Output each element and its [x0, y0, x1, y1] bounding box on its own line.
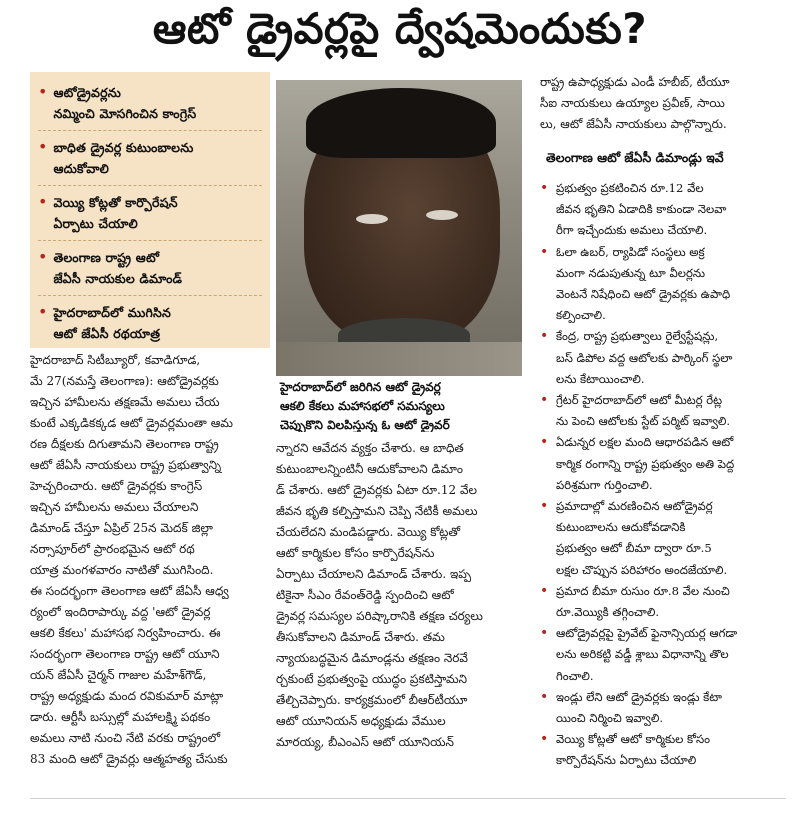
paragraph-line: కుటుంబాలన్నింటినీ ఆదుకోవాలని డిమాం [276, 462, 463, 476]
highlight-line: నమ్మించి మోసగించిన కాంగ్రెస్ [53, 106, 197, 121]
demand-line: కేంద్ర, రాష్ట్ర ప్రభుత్వాలు రైల్వేస్టేషన్లు, [556, 329, 719, 344]
paragraph-line: నర్సాపూర్‌లో ప్రారంభమైన ఆటో రథ [30, 542, 195, 556]
paragraph-line: డ్రైవర్ల సమస్యల పరిష్కారానికి తక్షణ చర్యలు [276, 609, 483, 623]
bullet-icon: • [38, 137, 48, 156]
bullet-icon: • [38, 192, 48, 211]
article-column-3 [540, 72, 786, 135]
demand-line: ఏడున్నర లక్షల మంది ఆధారపడిన ఆటో [556, 435, 734, 450]
article-column-2 [276, 438, 524, 753]
demands-heading: తెలంగాణ ఆటో జేఏసీ డిమాండ్లు ఇవే [546, 150, 724, 165]
demand-line: ప్రభుత్వం ప్రకటించిన రూ.12 వేల [556, 181, 704, 195]
bullet-icon: • [540, 392, 549, 409]
paragraph-line: ఆటో కార్మికుల కోసం కార్పొరేషన్‌ను [276, 546, 435, 560]
demand-text [556, 390, 730, 432]
hair-shape [306, 88, 496, 158]
demand-line: ను పెంచి ఆటోలకు స్టేట్ పర్మిట్ ఇవ్వాలి. [556, 414, 731, 429]
paragraph-line: ఈ సందర్భంగా తెలంగాణ ఆటో జేఏసీ ఆధ్వ [30, 584, 229, 598]
headline: ఆటో డ్రైవర్లపై ద్వేషమెందుకు? [152, 4, 648, 53]
highlight-item [38, 302, 262, 344]
demand-line: యించి నిర్మించి ఇవ్వాలి. [556, 711, 664, 726]
demand-item [540, 326, 790, 390]
paragraph-line: కుంటే ఎక్కడికక్కడ ఆటో డ్రైవర్లమంతా ఆమ [30, 416, 233, 430]
demand-item [540, 729, 790, 771]
paragraph-line: ఇచ్చిన హామీలను తక్షణమే అమలు చేయ [30, 395, 220, 409]
demand-line: ప్రమాద బీమా రుసుం రూ.8 వేల నుంచి [556, 583, 730, 598]
footer-rule [30, 798, 786, 799]
paragraph-line: ఆకలి కేకలు' మహాసభ నిర్వహించారు. ఈ [30, 626, 221, 640]
demand-line: లను కేటాయించాలి. [556, 371, 645, 386]
left-eye-shape [356, 214, 388, 224]
highlight-text [53, 137, 193, 179]
paragraph-line: చేయలేదని మండిపడ్డారు. వెయ్యి కోట్లతో [276, 525, 461, 539]
demand-line: లక్షల చొప్పున పరిహారం అందజేయాలి. [556, 562, 728, 577]
paragraph-line: ఏర్పాటు చేయాలని డిమాండ్ చేశారు. ఇప్ప [276, 567, 472, 581]
highlight-text [53, 302, 170, 344]
highlight-item [38, 247, 262, 289]
paragraph-line: ఇచ్చిన హామీలను అమలు చేయాలని [30, 500, 199, 514]
paragraph-line: న్యాయబద్ధమైన డిమాండ్లను తక్షణం నెరవే [276, 651, 468, 665]
caption-line: ఆకలి కేకలు మహాసభలో సమస్యలు [280, 399, 445, 413]
paragraph-line: రణ దీక్షలకు దిగుతామని తెలంగాణ రాష్ట్ర [30, 437, 219, 451]
demand-item [540, 178, 790, 242]
paragraph-line: అమలు నాటి నుంచి నేటి వరకు రాష్ట్రంలో [30, 731, 221, 745]
paragraph-line: ర్చకుంటే ప్రభుత్వంపై యుద్ధం ప్రకటిస్తామని [276, 672, 468, 686]
demand-line: రీగా ఇచ్చేందుకు అమలు చేయాలి. [556, 223, 708, 238]
highlight-line: జేఏసీ నాయకుల డిమాండ్ [53, 271, 183, 286]
demand-line: ప్రమాదాల్లో మరణించిన ఆటోడ్రైవర్ల [556, 499, 713, 514]
demands-list [540, 178, 790, 772]
highlight-line: హైదరాబాద్‌లో ముగిసిన [53, 305, 171, 320]
demand-line: కార్పొరేషన్‌ను ఏర్పాటు చేయాలి [556, 753, 697, 768]
highlight-line: ఏర్పాటు చేయాలి [53, 216, 138, 231]
highlight-item [38, 137, 262, 179]
article-column-1 [30, 350, 270, 770]
demand-line: జీవన భృతిని ఏడాదికి కాకుండా నెలవా [556, 202, 727, 217]
bullet-icon: • [540, 434, 549, 451]
paragraph-line: 83 మంది ఆటో డ్రైవర్లు ఆత్మహత్య చేసుకు [30, 752, 228, 766]
highlight-line: ఆదుకోవాలి [53, 161, 109, 176]
demand-text [556, 432, 734, 496]
highlight-line: వెయ్యి కోట్లతో కార్పొరేషన్ [53, 195, 178, 210]
paragraph-line: డిమాండ్ చేస్తూ ఏప్రిల్ 25న మెదక్ జిల్లా [30, 521, 213, 535]
highlight-line: ఆటో జేఏసీ రథయాత్ర [53, 326, 161, 341]
paragraph-line: టికైనా సీఎం రేవంత్‌రెడ్డి స్పందించి ఆటో [276, 588, 454, 602]
photo-caption [276, 376, 522, 432]
highlight-text [53, 247, 182, 289]
demand-text [556, 242, 730, 327]
bullet-icon: • [540, 625, 549, 642]
bullet-icon: • [540, 328, 549, 345]
demand-line: గ్రేటర్ హైదరాబాద్‌లో ఆటో మీటర్ల రేట్ల [556, 393, 723, 408]
demand-line: బస్ డిపోల వద్ద ఆటోలకు పార్కింగ్ స్థలా [556, 350, 733, 365]
paragraph-line: రాష్ట్ర ఉపాధ్యక్షుడు ఎండీ హబీబ్, టీయూ [540, 75, 730, 89]
divider [38, 185, 262, 186]
demand-item [540, 242, 790, 327]
paragraph-line: డ్ చేశారు. ఆటో డ్రైవర్లకు ఏటా రూ.12 వేల [276, 483, 477, 497]
divider [38, 130, 262, 131]
demand-line: ఇండ్లు లేని ఆటో డ్రైవర్లకు ఇండ్లు కేటా [556, 689, 722, 704]
paragraph-line: ర్యంలో ఇందిరాపార్కు వద్ద 'ఆటో డ్రైవర్ల [30, 605, 211, 619]
divider [38, 240, 262, 241]
bullet-icon: • [38, 247, 48, 266]
highlights-box [30, 72, 270, 348]
bullet-icon: • [540, 582, 549, 599]
caption-line: చెప్పుకొని విలపిస్తున్న ఓ ఆటో డ్రైవర్ [280, 418, 450, 432]
bullet-icon: • [540, 498, 549, 515]
highlight-line: తెలంగాణ రాష్ట్ర ఆటో [53, 250, 160, 265]
highlight-text [53, 192, 177, 234]
demand-item [540, 390, 790, 432]
paragraph-line: మే 27(నమస్తే తెలంగాణ): ఆటోడ్రైవర్లకు [30, 374, 219, 388]
demand-item [540, 581, 790, 623]
paragraph-line: హెచ్చరించారు. ఆటో డ్రైవర్లకు కాంగ్రెస్ [30, 479, 203, 493]
highlight-text [53, 82, 196, 124]
demand-item [540, 687, 790, 729]
highlight-item [38, 82, 262, 124]
demand-item [540, 623, 790, 687]
demand-line: గించాలి. [556, 668, 594, 683]
bullet-icon: • [540, 180, 549, 196]
highlight-line: బాధిత డ్రైవర్ల కుటుంబాలను [53, 140, 194, 155]
paragraph-line: ఆటో యూనియన్ అధ్యక్షుడు వేముల [276, 714, 446, 728]
paragraph-line: తీసుకోవాలని డిమాండ్ చేశారు. తమ [276, 630, 445, 644]
demand-text [556, 496, 727, 581]
demand-item [540, 496, 790, 581]
paragraph-line: యాత్ర మంగళవారం నాటితో ముగిసింది. [30, 563, 214, 577]
driver-photo [276, 80, 522, 376]
divider [38, 295, 262, 296]
demand-line: కల్పించాలి. [556, 308, 606, 323]
paragraph-line: రాష్ట్ర అధ్యక్షుడు మంద రవికుమార్ మాట్లా [30, 689, 224, 703]
paragraph-line: న్నారని ఆవేదన వ్యక్తం చేశారు. ఆ బాధిత [276, 441, 464, 455]
paragraph-line: లు, ఆటో జేఏసీ నాయకులు పాల్గొన్నారు. [540, 117, 727, 131]
demand-text [556, 729, 710, 771]
paragraph-line: డారు. ఆర్టీసీ బస్సుల్లో మహాలక్ష్మి పథకం [30, 710, 211, 724]
demand-text [556, 178, 726, 242]
demand-text [556, 687, 722, 729]
demand-line: ప్రభుత్వం ఆటో బీమా ద్వారా రూ.5 [556, 541, 712, 556]
demand-line: ఆటోడ్రైవర్లపై ప్రైవేట్ ఫైనాన్సియర్ల ఆగడా [556, 626, 738, 641]
bullet-icon: • [540, 731, 549, 748]
paragraph-line: యన్ జేఏసీ చైర్మన్ గాజుల మహేశ్‌గౌడ్, [30, 668, 207, 682]
right-eye-shape [426, 210, 458, 220]
demand-line: లను అరికట్టి వడ్డీ శ్లాబు విధానాన్ని తొల [556, 647, 729, 662]
demand-text [556, 581, 730, 623]
highlight-line: ఆటోడ్రైవర్లను [53, 85, 121, 100]
bullet-icon: • [38, 302, 48, 321]
bullet-icon: • [540, 688, 549, 705]
bullet-icon: • [540, 243, 549, 260]
demand-text [556, 623, 737, 687]
highlight-item [38, 192, 262, 234]
paragraph-line: మారయ్య, బీఎంఎస్ ఆటో యూనియన్ [276, 735, 454, 749]
demand-line: కుటుంబాలను ఆదుకోవడానికి [556, 520, 686, 535]
caption-line: హైదరాబాద్‌లో జరిగిన ఆటో డ్రైవర్ల [280, 380, 441, 394]
demand-line: కార్మిక రంగాన్ని రాష్ట్ర ప్రభుత్వం అతి పెద్ద [556, 456, 735, 471]
demand-line: వెయ్యి కోట్లతో ఆటో కార్మికుల కోసం [556, 732, 710, 747]
paragraph-line: సందర్భంగా తెలంగాణ రాష్ట్ర ఆటో యూని [30, 647, 220, 661]
demand-item [540, 432, 790, 496]
paragraph-line: జీవన భృతి కల్పిస్తామని చెప్పి నేటికీ అమలు [276, 504, 478, 518]
bullet-icon: • [38, 82, 48, 101]
demand-line: పరిశ్రమగా గుర్తించాలి. [556, 477, 653, 492]
demand-text [556, 326, 732, 390]
demand-line: ఓలా ఉబర్, ర్యాపిడో సంస్థలు అక్ర [556, 244, 705, 259]
demand-line: వెంటనే నిషేధించి ఆటో డ్రైవర్లకు ఉపాధి [556, 287, 731, 302]
paragraph-line: ఆటో జేఏసీ నాయకులు రాష్ట్ర ప్రభుత్వాన్ని [30, 458, 222, 472]
shirt-shape [276, 342, 522, 376]
demand-line: రూ.వెయ్యికి తగ్గించాలి. [556, 605, 660, 620]
demand-line: మంగా నడుపుతున్న టూ వీలర్లను [556, 265, 705, 280]
paragraph-line: సీఐ నాయకులు ఉయ్యాల ప్రవీణ్, సాయి [540, 96, 725, 110]
paragraph-line: తేల్చిచెప్పారు. కార్యక్రమంలో బీఆర్‌టీయూ [276, 693, 468, 707]
paragraph-line: హైదరాబాద్ సిటీబ్యూరో, కవాడిగూడ, [30, 353, 201, 367]
